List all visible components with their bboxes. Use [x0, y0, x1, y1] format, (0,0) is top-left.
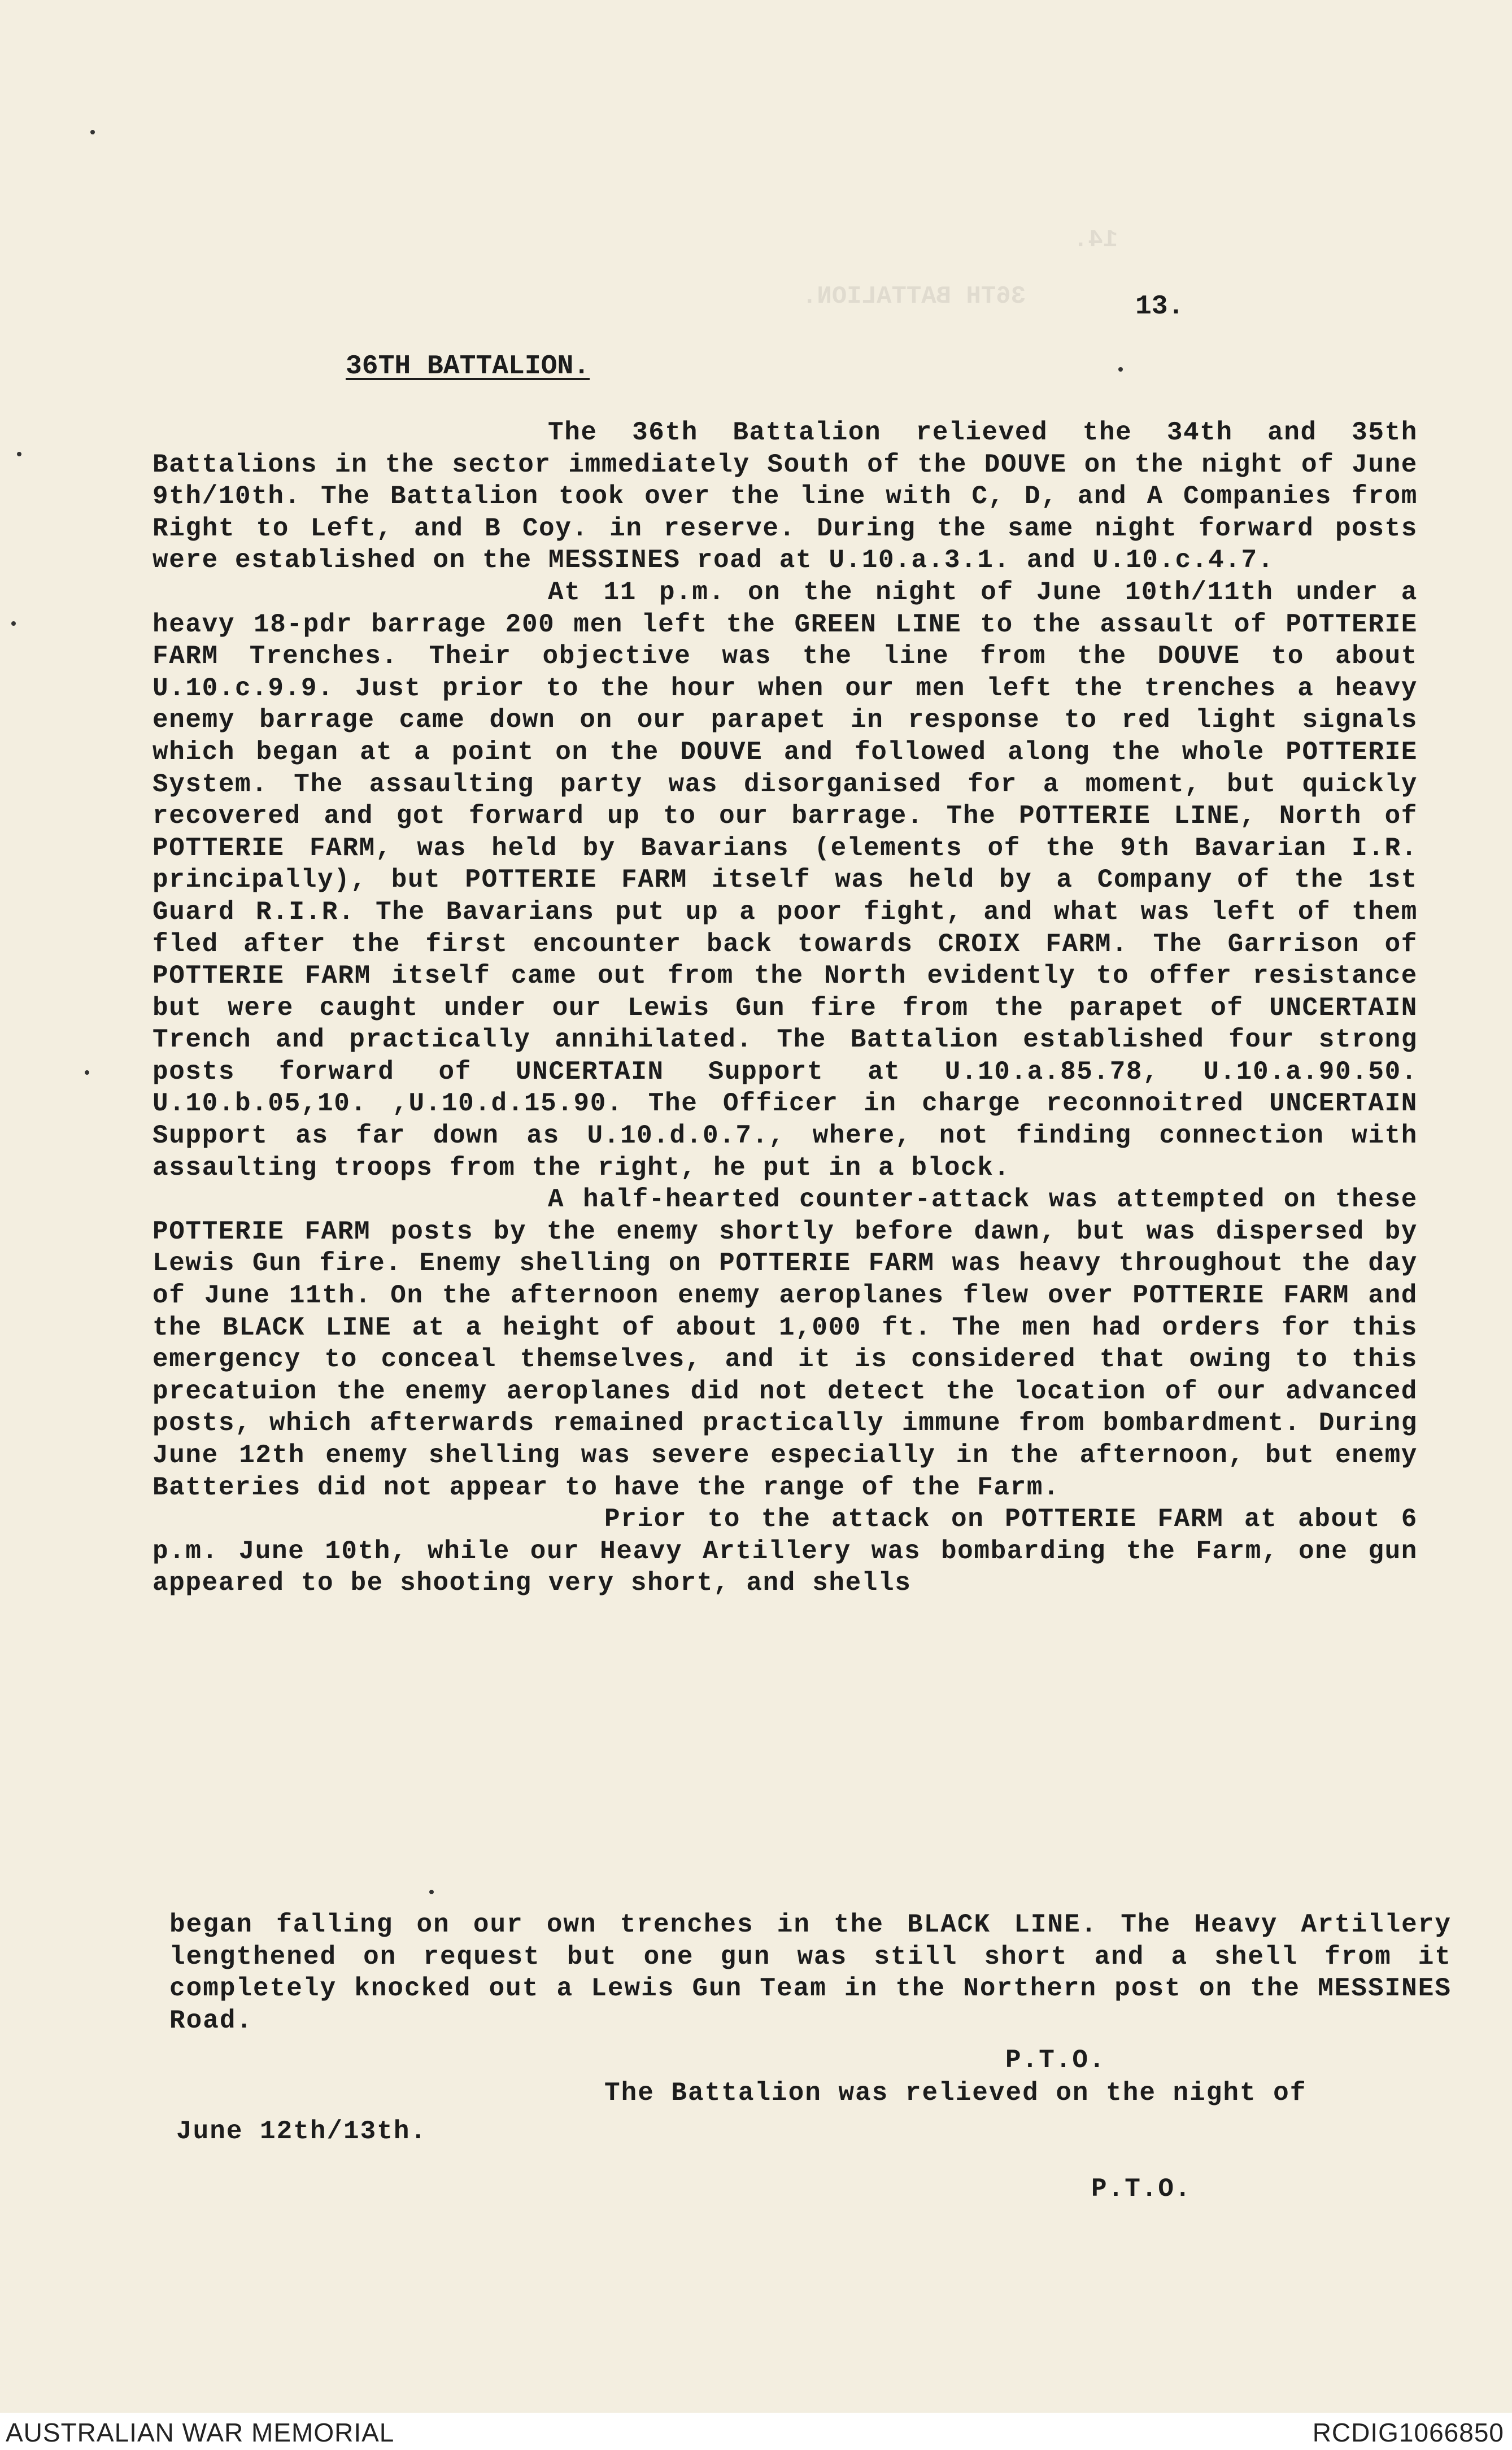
ink-speck — [17, 452, 21, 456]
bleed-through-heading: 36TH BATTALION. — [802, 282, 1026, 311]
ink-speck — [429, 1890, 434, 1894]
paragraph-continuation: began falling on our own trenches in the BLACK LINE. The Heavy Artillery lengthened on request but one gun was still short and a shell from it completely knocked out a Lewis Gun Team in the Northern post on the MESSINES Road. — [169, 1910, 1452, 2035]
ink-speck — [11, 621, 16, 626]
pto-note-bottom: P.T.O. — [1091, 2174, 1192, 2204]
paragraph-relief: The 36th Battalion relieved the 34th and 35th Battalions in the sector immediately South of the DOUVE on the night of June 9th/10th. The Battalion took over the line with C, D, and A Companies from Right to Left, and B Coy. in reserve. During the same night forward posts were established on the MESSINES road at U.10.a.3.1. and U.10.c.4.7. — [152, 418, 1418, 576]
archive-footer — [0, 2413, 1512, 2450]
paragraph-counter-attack: A half-hearted counter-attack was attempted on these POTTERIE FARM posts by the enemy shortly before dawn, but was dispersed by Lewis Gun fire. Enemy shelling on POTTERIE FARM was heavy throughout the day of June 11th. On the afternoon enemy aeroplanes flew over POTTERIE FARM and the BLACK LINE at a height of about 1,000 ft. The men had orders for this emergency to conceal themselves, and it is considered that owing to this precatuion the enemy aeroplanes did not detect the location of our advanced posts, which afterwards remained practically immune from bombardment. During June 12th enemy shelling was severe especially in the afternoon, but enemy Batteries did not appear to have the range of the Farm. — [152, 1185, 1418, 1502]
ink-speck — [90, 130, 95, 134]
paragraph-assault: At 11 p.m. on the night of June 10th/11th under a heavy 18-pdr barrage 200 men left the GREEN LINE to the assault of POTTERIE FARM Trenches. Their objective was the line from the DOUVE to about U.10.c.9.9. Just prior to the hour when our men left the trenches a heavy enemy barrage came down on our parapet in response to red light signals which began at a point on the DOUVE and followed along the whole POTTERIE System. The assaulting party was disorganised for a moment, but quickly recovered and got forward up to our barrage. The POTTERIE LINE, North of POTTERIE FARM, was held by Bavarians (elements of the 9th Bavarian I.R. principally), but POTTERIE FARM itself was held by a Company of the 1st Guard R.I.R. The Bavarians put up a poor fight, and what was left of them fled after the first encounter back towards CROIX FARM. The Garrison of POTTERIE FARM itself came out from the North evidently to offer resistance but were caught under our Lewis Gun fire from the parapet of UNCERTAIN Trench and practically annihilated. The Battalion established four strong posts forward of UNCERTAIN Support at U.10.a.85.78, U.10.a.90.50. U.10.b.05,10. ,U.10.d.15.90. The Officer in charge reconnoitred UNCERTAIN Support as far down as U.10.d.0.7., where, not finding connection with assaulting troops from the right, he put in a block. — [152, 577, 1418, 1183]
page-title: 36TH BATTALION. — [346, 351, 590, 382]
archive-reference: RCDIG1066850 — [1312, 2418, 1504, 2447]
archive-name: AUSTRALIAN WAR MEMORIAL — [6, 2418, 395, 2447]
relief-date: June 12th/13th. — [176, 2117, 428, 2146]
paragraph-artillery: Prior to the attack on POTTERIE FARM at about 6 p.m. June 10th, while our Heavy Artillery was bombarding the Farm, one gun appeared to be shooting very short, and shells — [152, 1505, 1418, 1598]
report-body — [152, 417, 1418, 1599]
ink-speck — [85, 1070, 89, 1075]
ink-speck — [1118, 367, 1123, 372]
continuation-text — [169, 1909, 1452, 2037]
bleed-through-page-number: 14. — [1073, 226, 1118, 254]
page-number: 13. — [1135, 291, 1184, 322]
relief-sentence: The Battalion was relieved on the night of — [604, 2078, 1307, 2108]
pto-note-inline: P.T.O. — [1005, 2046, 1106, 2075]
